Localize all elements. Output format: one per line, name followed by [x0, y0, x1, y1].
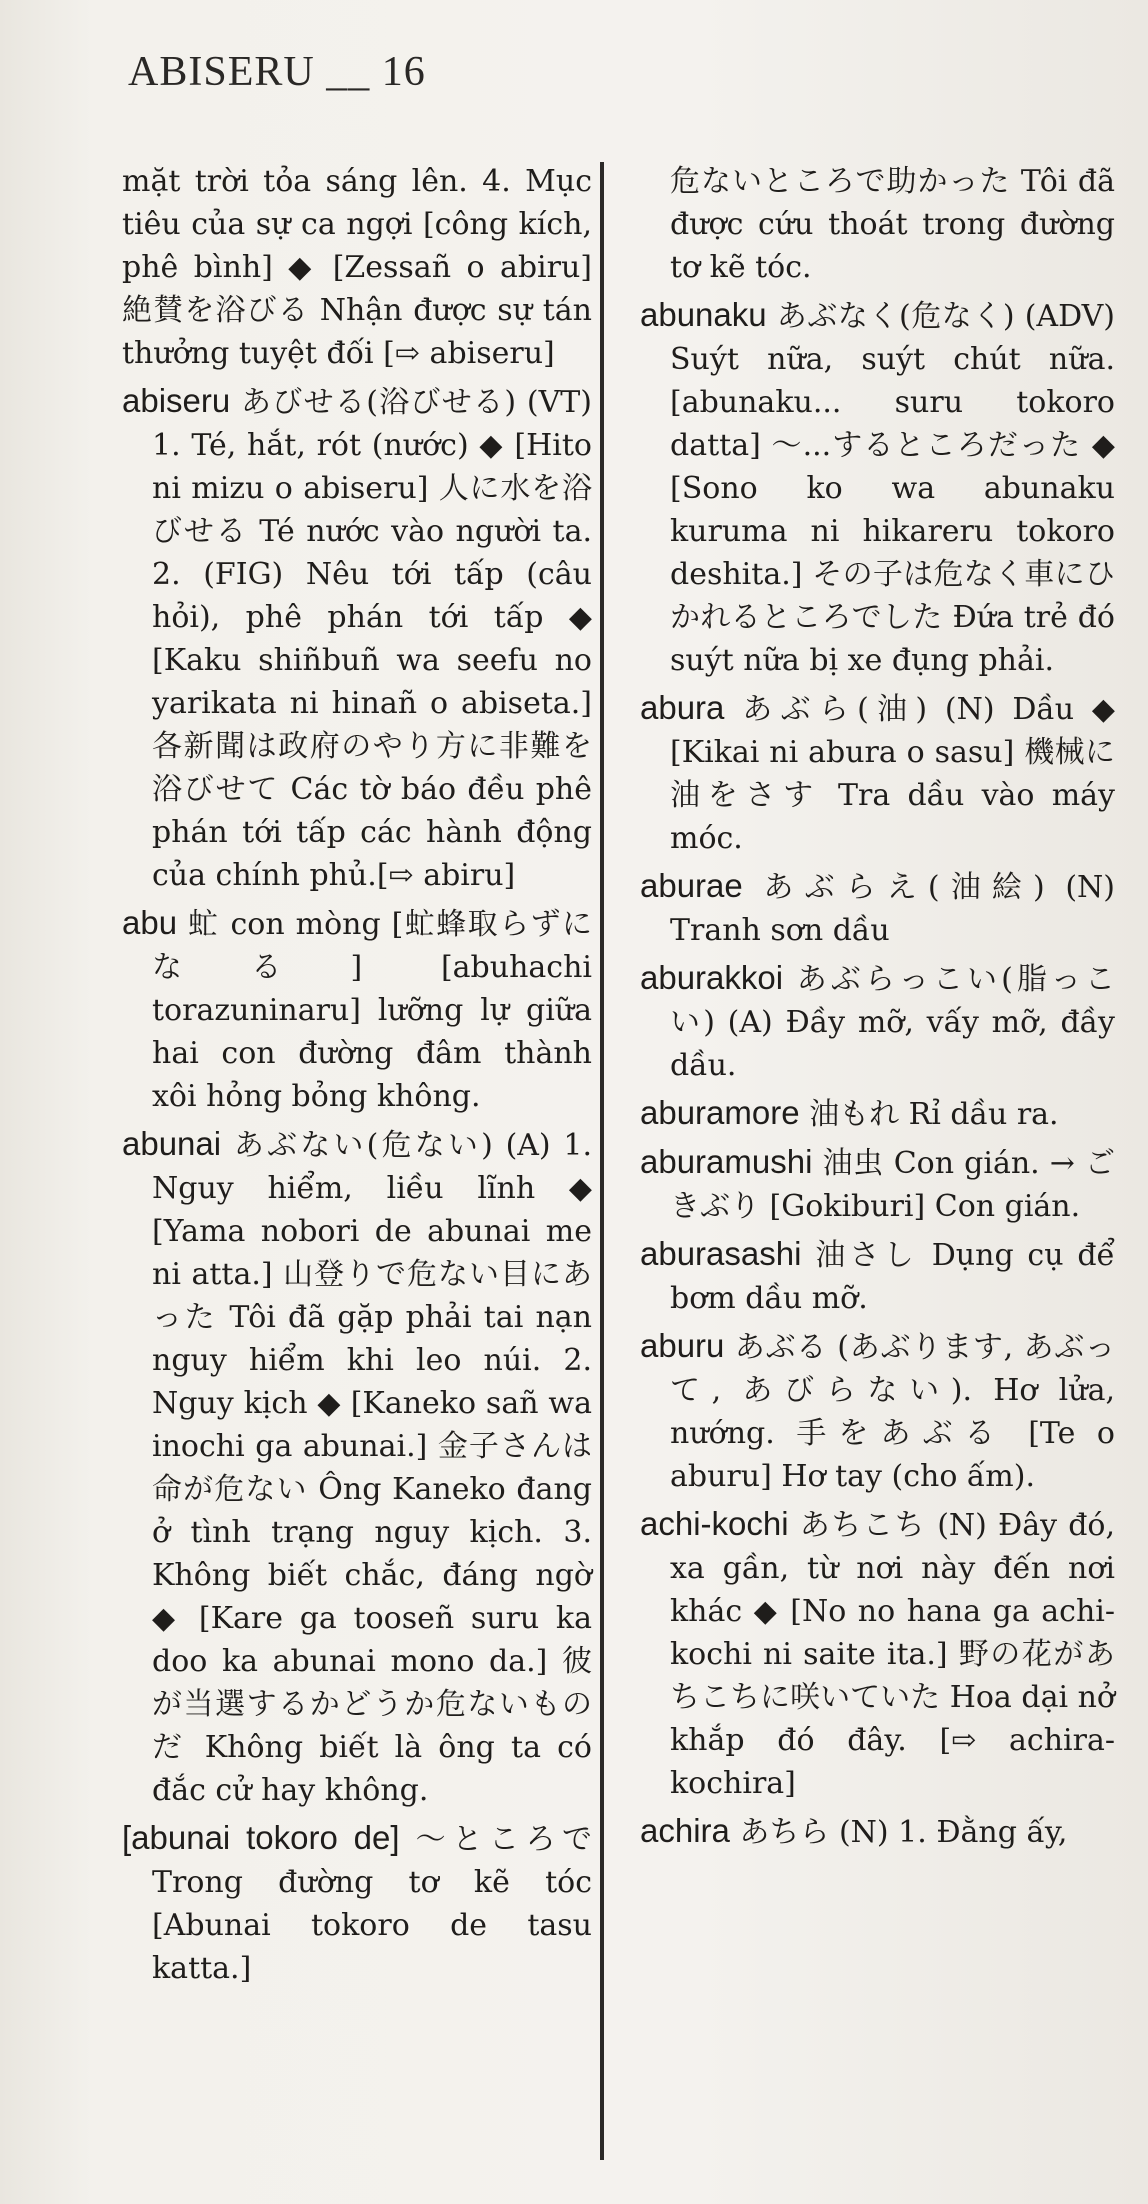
entry-text: あぶなく(危なく) (ADV) Suýt nữa, suýt chút nữa. [abunaku... suru tokoro datta] 〜...するところだった ◆ [Sono ko wa abunaku kuruma ni hikareru tokoro deshita.] その子は危なく車にひかれるところでした Đứa trẻ đó suýt nữa bị xe đụng phải.: [670, 299, 1115, 678]
entry-text: あちら (N) 1. Đằng ấy,: [729, 1815, 1068, 1850]
entry-text: 油虫 Con gián. → ごきぶり [Gokiburi] Con gián.: [670, 1146, 1115, 1224]
entry-text: あぶる (あぶります, あぶって, あびらない). Hơ lửa, nướng. 手をあぶる [Te o aburu] Hơ tay (cho ấm).: [670, 1330, 1115, 1494]
entry-text: 油もれ Rỉ dầu ra.: [799, 1097, 1059, 1132]
headword: abiseru: [122, 382, 231, 419]
entry-continuation: [640, 160, 1115, 289]
headword: achi-kochi: [640, 1505, 789, 1542]
entry-aburasashi: [640, 1232, 1115, 1320]
headword: abunai: [122, 1125, 222, 1162]
entry-achi-kochi: [640, 1502, 1115, 1805]
entry-aburakkoi: [640, 956, 1115, 1087]
entry-abunai: [122, 1122, 592, 1812]
entry-text: あぶらっこい(脂っこい) (A) Đầy mỡ, vấy mỡ, đầy dầu.: [670, 962, 1115, 1083]
entry-continuation: [122, 160, 592, 375]
entry-abu: [122, 901, 592, 1118]
entry-text: あちこち (N) Đây đó, xa gần, từ nơi này đến nơi khác ◆ [No no hana ga achi-kochi ni saite ita.] 野の花があちこちに咲いていた Hoa dại nở khắp đó đây. [⇨ achira-kochira]: [670, 1508, 1115, 1801]
headword: [abunai tokoro de]: [122, 1819, 400, 1856]
headword: abu: [122, 904, 178, 941]
entry-aburamushi: [640, 1140, 1115, 1228]
entry-text: 油さし Dụng cụ để bơm dầu mỡ.: [670, 1238, 1115, 1316]
entry-abura: [640, 686, 1115, 860]
headword: achira: [640, 1812, 730, 1849]
entry-abunai-tokoro-de: [122, 1816, 592, 1990]
page-header: ABISERU __ 16: [128, 49, 426, 95]
headword: abunaku: [640, 296, 767, 333]
entry-text: 危ないところで助かった Tôi đã được cứu thoát trong đường tơ kẽ tóc.: [670, 164, 1115, 285]
headword: aburae: [640, 867, 743, 904]
entry-text: あびせる(浴びせる) (VT) 1. Té, hắt, rót (nước) ◆ [Hito ni mizu o abiseru] 人に水を浴びせる Té nước vào người ta. 2. (FIG) Nêu tới tấp (câu hỏi), phê phán tới tấp ◆ [Kaku shiñbuñ wa seefu no yarikata ni hinañ o abiseta.] 各新聞は政府のやり方に非難を浴びせて Các tờ báo đều phê phán tới tấp các hành động của chính phủ.[⇨ abiru]: [152, 385, 592, 893]
entry-text: mặt trời tỏa sáng lên. 4. Mục tiêu của sự ca ngợi [công kích, phê bình] ◆ [Zessañ o abiru] 絶賛を浴びる Nhận được sự tán thưởng tuyệt đối [⇨ abiseru]: [122, 164, 592, 371]
headword: aburamushi: [640, 1143, 813, 1180]
entry-text: あぶない(危ない) (A) 1. Nguy hiểm, liều lĩnh ◆ [Yama nobori de abunai me ni atta.] 山登りで危ない目にあった Tôi đã gặp phải tai nạn nguy hiểm khi leo núi. 2. Nguy kịch ◆ [Kaneko sañ wa inochi ga abunai.] 金子さんは命が危ない Ông Kaneko đang ở tình trạng nguy kịch. 3. Không biết chắc, đáng ngờ ◆ [Kare ga tooseñ suru ka doo ka abunai mono da.] 彼が当選するかどうか危ないものだ Không biết là ông ta có đắc cử hay không.: [152, 1128, 592, 1808]
headword: aburu: [640, 1327, 725, 1364]
right-column: [640, 160, 1115, 1858]
headword: aburamore: [640, 1094, 800, 1131]
entry-text: あぶら(油) (N) Dầu ◆ [Kikai ni abura o sasu] 機械に油をさす Tra dầu vào máy móc.: [670, 692, 1115, 856]
entry-text: 虻 con mòng [虻蜂取らずになる] [abuhachi torazuninaru] lưỡng lự giữa hai con đường đâm thành xôi hỏng bỏng không.: [152, 907, 592, 1114]
headword: abura: [640, 689, 725, 726]
column-divider: [600, 162, 604, 2160]
entry-abiseru: [122, 379, 592, 897]
entry-aburae: [640, 864, 1115, 952]
entry-abunaku: [640, 293, 1115, 682]
entry-achira: [640, 1809, 1115, 1854]
entry-aburu: [640, 1324, 1115, 1498]
entry-aburamore: [640, 1091, 1115, 1136]
entry-text: 〜ところで Trong đường tơ kẽ tóc [Abunai tokoro de tasu katta.]: [152, 1822, 592, 1986]
left-column: [122, 160, 592, 1994]
headword: aburasashi: [640, 1235, 802, 1272]
headword: aburakkoi: [640, 959, 784, 996]
entry-text: あぶらえ(油絵) (N) Tranh sơn dầu: [670, 870, 1115, 948]
